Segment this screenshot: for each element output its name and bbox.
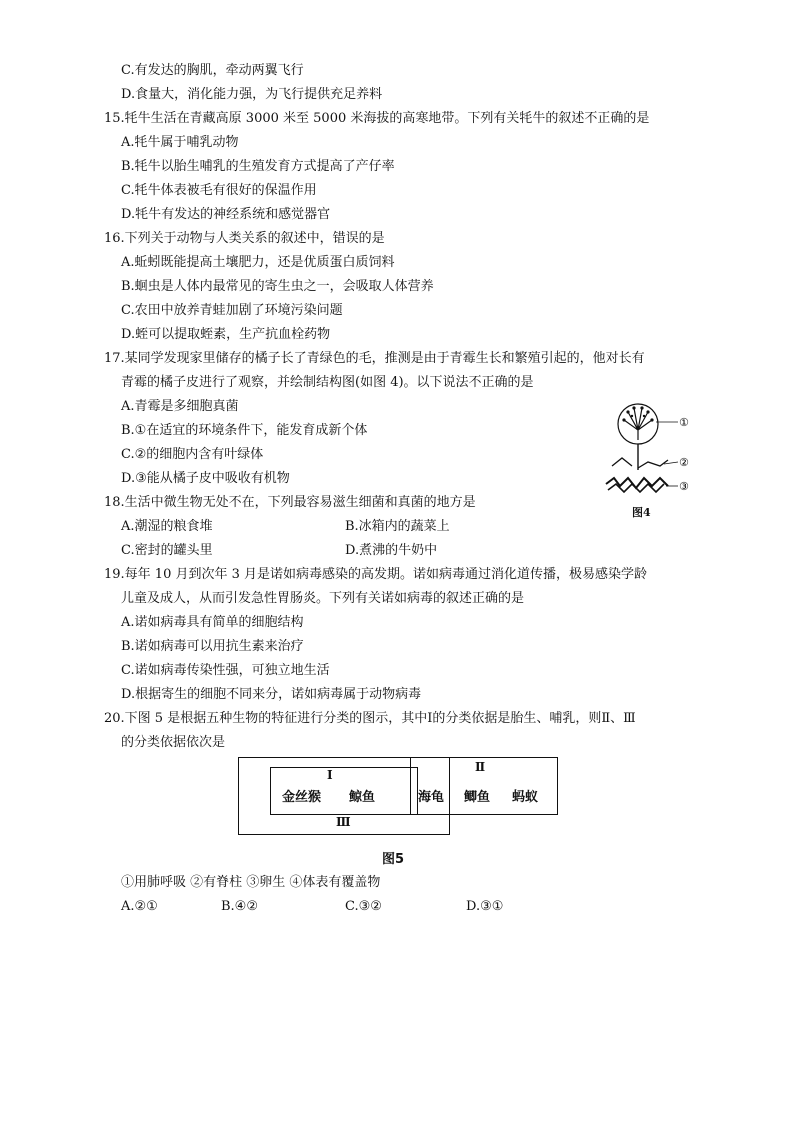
q20-stem-line2: 的分类依据依次是 <box>121 735 226 750</box>
q19-stem-line1: 19.每年 10 月到次年 3 月是诺如病毒感染的高发期。诺如病毒通过消化道传播，极易感染学龄 <box>104 567 648 582</box>
q20-option-a: A.②① <box>121 899 158 914</box>
q15-option-a: A.牦牛属于哺乳动物 <box>121 135 239 150</box>
q17-option-c: C.②的细胞内含有叶绿体 <box>121 447 264 462</box>
q20-option-c: C.③② <box>345 899 382 914</box>
animal-whale: 鲸鱼 <box>349 790 376 805</box>
fig4-label-2: ② <box>679 456 689 469</box>
q17-option-d: D.③能从橘子皮中吸收有机物 <box>121 471 290 486</box>
q19-option-a: A.诺如病毒具有简单的细胞结构 <box>121 615 304 630</box>
q18-option-b: B.冰箱内的蔬菜上 <box>345 519 450 534</box>
q18-option-c: C.密封的罐头里 <box>121 543 213 558</box>
q16-option-a: A.蚯蚓既能提高土壤肥力，还是优质蛋白质饲料 <box>121 255 395 270</box>
penicillium-figure <box>598 400 694 520</box>
q15-stem: 15.牦牛生活在青藏高原 3000 米至 5000 米海拔的高寒地带。下列有关牦牛的叙述不正确的是 <box>104 111 650 126</box>
q18-option-a: A.潮湿的粮食堆 <box>121 519 213 534</box>
q16-option-b: B.蛔虫是人体内最常见的寄生虫之一，会吸取人体营养 <box>121 279 434 294</box>
fig4-label-3: ③ <box>679 480 689 493</box>
group-ii-label: Ⅱ <box>475 760 486 774</box>
q20-option-d: D.③① <box>466 899 504 914</box>
q15-option-b: B.牦牛以胎生哺乳的生殖发育方式提高了产仔率 <box>121 159 395 174</box>
q15-option-c: C.牦牛体表被毛有很好的保温作用 <box>121 183 317 198</box>
animal-sea-turtle: 海龟 <box>418 790 445 805</box>
group-i-label: Ⅰ <box>327 768 333 782</box>
q19-option-d: D.根据寄生的细胞不同来分，诺如病毒属于动物病毒 <box>121 687 422 702</box>
fig4-caption: 图4 <box>632 506 651 519</box>
q16-stem: 16.下列关于动物与人类关系的叙述中，错误的是 <box>104 231 385 246</box>
q14-option-c: C.有发达的胸肌，牵动两翼飞行 <box>121 63 304 78</box>
classification-diagram <box>238 757 558 835</box>
group-iii-label: Ⅲ <box>336 815 351 829</box>
animal-golden-monkey: 金丝猴 <box>282 790 322 805</box>
q17-stem-line2: 青霉的橘子皮进行了观察，并绘制结构图(如图 4)。以下说法不正确的是 <box>121 375 534 390</box>
q17-option-a: A.青霉是多细胞真菌 <box>121 399 239 414</box>
q16-option-d: D.蛭可以提取蛭素，生产抗血栓药物 <box>121 327 331 342</box>
q17-stem-line1: 17.某同学发现家里储存的橘子长了青绿色的毛，推测是由于青霉生长和繁殖引起的，他对长有 <box>104 351 645 366</box>
animal-crucian-carp: 鲫鱼 <box>464 790 491 805</box>
q17-option-b: B.①在适宜的环境条件下，能发育成新个体 <box>121 423 368 438</box>
animal-ant: 蚂蚁 <box>512 790 539 805</box>
q20-criteria: ①用肺呼吸 ②有脊柱 ③卵生 ④体表有覆盖物 <box>121 875 381 890</box>
q20-option-b: B.④② <box>221 899 258 914</box>
q20-stem-line1: 20.下图 5 是根据五种生物的特征进行分类的图示，其中Ⅰ的分类依据是胎生、哺乳，则Ⅱ、Ⅲ <box>104 711 636 726</box>
q18-option-d: D.煮沸的牛奶中 <box>345 543 438 558</box>
q19-option-b: B.诺如病毒可以用抗生素来治疗 <box>121 639 304 654</box>
q16-option-c: C.农田中放养青蛙加剧了环境污染问题 <box>121 303 343 318</box>
q19-option-c: C.诺如病毒传染性强，可独立地生活 <box>121 663 330 678</box>
q15-option-d: D.牦牛有发达的神经系统和感觉器官 <box>121 207 331 222</box>
q18-stem: 18.生活中微生物无处不在，下列最容易滋生细菌和真菌的地方是 <box>104 495 476 510</box>
fig4-label-1: ① <box>679 416 689 429</box>
q19-stem-line2: 儿童及成人，从而引发急性胃肠炎。下列有关诺如病毒的叙述正确的是 <box>121 591 525 606</box>
q14-option-d: D.食量大，消化能力强，为飞行提供充足养料 <box>121 87 383 102</box>
fig5-caption: 图5 <box>382 852 405 867</box>
